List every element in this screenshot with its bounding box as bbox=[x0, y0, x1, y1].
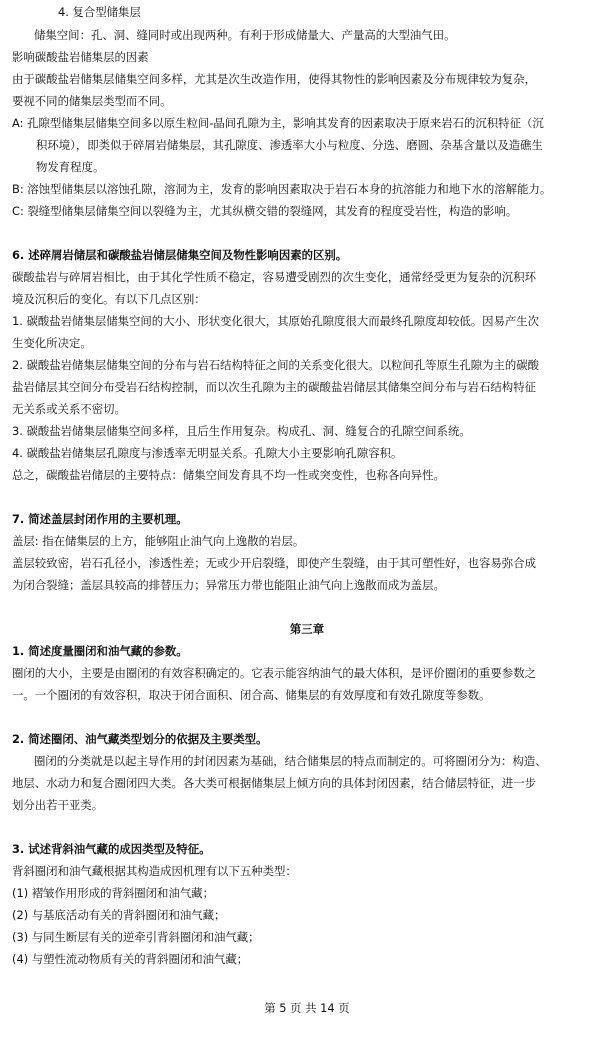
list-item-b: B: 溶蚀型储集层以溶蚀孔隙，溶洞为主，发育的影响因素取决于岩石本身的抗溶能力和地下水的溶解能力。 bbox=[12, 182, 552, 196]
paragraph-line: 圈闭的大小，主要是由圈闭的有效容积确定的。它表示能容纳油气的最大体积，是评价圈闭的重要参数之 bbox=[12, 666, 536, 680]
numbered-item: (1) 褶皱作用形成的背斜圈闭和油气藏； bbox=[12, 886, 215, 900]
paragraph-line: 为闭合裂缝；盖层具较高的排替压力；异常压力带也能阻止油气向上逸散而成为盖层。 bbox=[12, 578, 445, 592]
question-heading-1: 1. 简述度量圈闭和油气藏的参数。 bbox=[12, 644, 188, 658]
paragraph-line: 储集空间：孔、洞、缝同时或出现两种。有利于形成储量大、产量高的大型油气田。 bbox=[34, 28, 456, 42]
paragraph-line: 影响碳酸盐岩储集层的因素 bbox=[12, 50, 149, 64]
question-heading-6: 6. 述碎屑岩储层和碳酸盐岩储层储集空间及物性影响因素的区别。 bbox=[12, 248, 348, 262]
list-item-a: A: 孔隙型储集层储集空间多以原生粒间-晶间孔隙为主，影响其发育的因素取决于原来岩石的沉积特征（沉 bbox=[12, 116, 544, 130]
paragraph-line: 盖层: 指在储集层的上方，能够阻止油气向上逸散的岩层。 bbox=[12, 534, 305, 548]
chapter-heading: 第三章 bbox=[289, 622, 325, 636]
list-item-continued: 无关系或关系不密切。 bbox=[12, 402, 126, 416]
paragraph-line: 要视不同的储集层类型而不同。 bbox=[12, 94, 172, 108]
list-item-a-continued: 物发育程度。 bbox=[36, 160, 105, 174]
paragraph-line: 碳酸盐岩与碎屑岩相比，由于其化学性质不稳定，容易遭受剧烈的次生变化，通常经受更为复杂的沉积环 bbox=[12, 270, 536, 284]
list-item: 1. 碳酸盐岩储集层储集空间的大小、形状变化很大，其原始孔隙度很大而最终孔隙度却较低。因易产生次 bbox=[12, 314, 540, 328]
list-item: 3. 碳酸盐岩储集层储集空间多样，且后生作用复杂。构成孔、洞、缝复合的孔隙空间系统。 bbox=[12, 424, 471, 438]
paragraph-line: 划分出若干亚类。 bbox=[12, 798, 104, 812]
list-item-c: C: 裂缝型储集层储集空间以裂缝为主，尤其纵横交错的裂缝网，其发育的程度受岩性，构造的影响。 bbox=[12, 204, 518, 218]
paragraph-line: 一。一个圈闭的有效容积，取决于闭合面积、闭合高、储集层的有效厚度和有效孔隙度等参数。 bbox=[12, 688, 491, 702]
list-item-a-continued: 积环境），即类似于碎屑岩储集层，其孔隙度、渗透率大小与粒度、分选、磨圆、杂基含量以及造礁生 bbox=[36, 138, 543, 152]
paragraph-line: 地层、水动力和复合圈闭四大类。各大类可根据储集层上倾方向的具体封闭因素，结合储层特征，进一步 bbox=[12, 776, 536, 790]
paragraph-line: 盖层较致密，岩石孔径小，渗透性差；无或少开启裂缝，即使产生裂缝，由于其可塑性好，也容易弥合成 bbox=[12, 556, 536, 570]
question-heading-2: 2. 简述圈闭、油气藏类型划分的依据及主要类型。 bbox=[12, 732, 268, 746]
question-heading-3: 3. 试述背斜油气藏的成因类型及特征。 bbox=[12, 842, 211, 856]
list-item: 4. 碳酸盐岩储集层孔隙度与渗透率无明显关系。孔隙大小主要影响孔隙容积。 bbox=[12, 446, 403, 460]
list-item-continued: 生变化所决定。 bbox=[12, 336, 92, 350]
numbered-item: (3) 与同生断层有关的逆牵引背斜圈闭和油气藏； bbox=[12, 930, 260, 944]
paragraph-line: 由于碳酸盐岩储集层储集空间多样，尤其是次生改造作用，使得其物性的影响因素及分布规律较为复杂， bbox=[12, 72, 536, 86]
list-item: 2. 碳酸盐岩储集层储集空间的分布与岩石结构特征之间的关系变化很大。以粒间孔等原生孔隙为主的碳酸 bbox=[12, 358, 540, 372]
summary-line: 总之，碳酸盐岩储层的主要特点：储集空间发育具不均一性或突变性，也称各向异性。 bbox=[12, 468, 445, 482]
page-footer: 第 5 页 共 14 页 bbox=[264, 1001, 350, 1015]
question-heading-7: 7. 简述盖层封闭作用的主要机理。 bbox=[12, 512, 188, 526]
paragraph-line: 境及沉积后的变化。有以下几点区别： bbox=[12, 292, 206, 306]
paragraph-line: 圈闭的分类就是以起主导作用的封闭因素为基础，结合储集层的特点而制定的。可将圈闭分为：构造、 bbox=[34, 754, 547, 768]
list-item-continued: 盐岩储层其空间分布受岩石结构控制，而以次生孔隙为主的碳酸盐岩储层其储集空间分布与岩石结构特征 bbox=[12, 380, 536, 394]
numbered-item: (2) 与基底活动有关的背斜圈闭和油气藏； bbox=[12, 908, 226, 922]
numbered-item: (4) 与塑性流动物质有关的背斜圈闭和油气藏； bbox=[12, 952, 249, 966]
subheading-composite-reservoir: 4. 复合型储集层 bbox=[58, 5, 141, 19]
paragraph-line: 背斜圈闭和油气藏根据其构造成因机理有以下五种类型： bbox=[12, 864, 297, 878]
